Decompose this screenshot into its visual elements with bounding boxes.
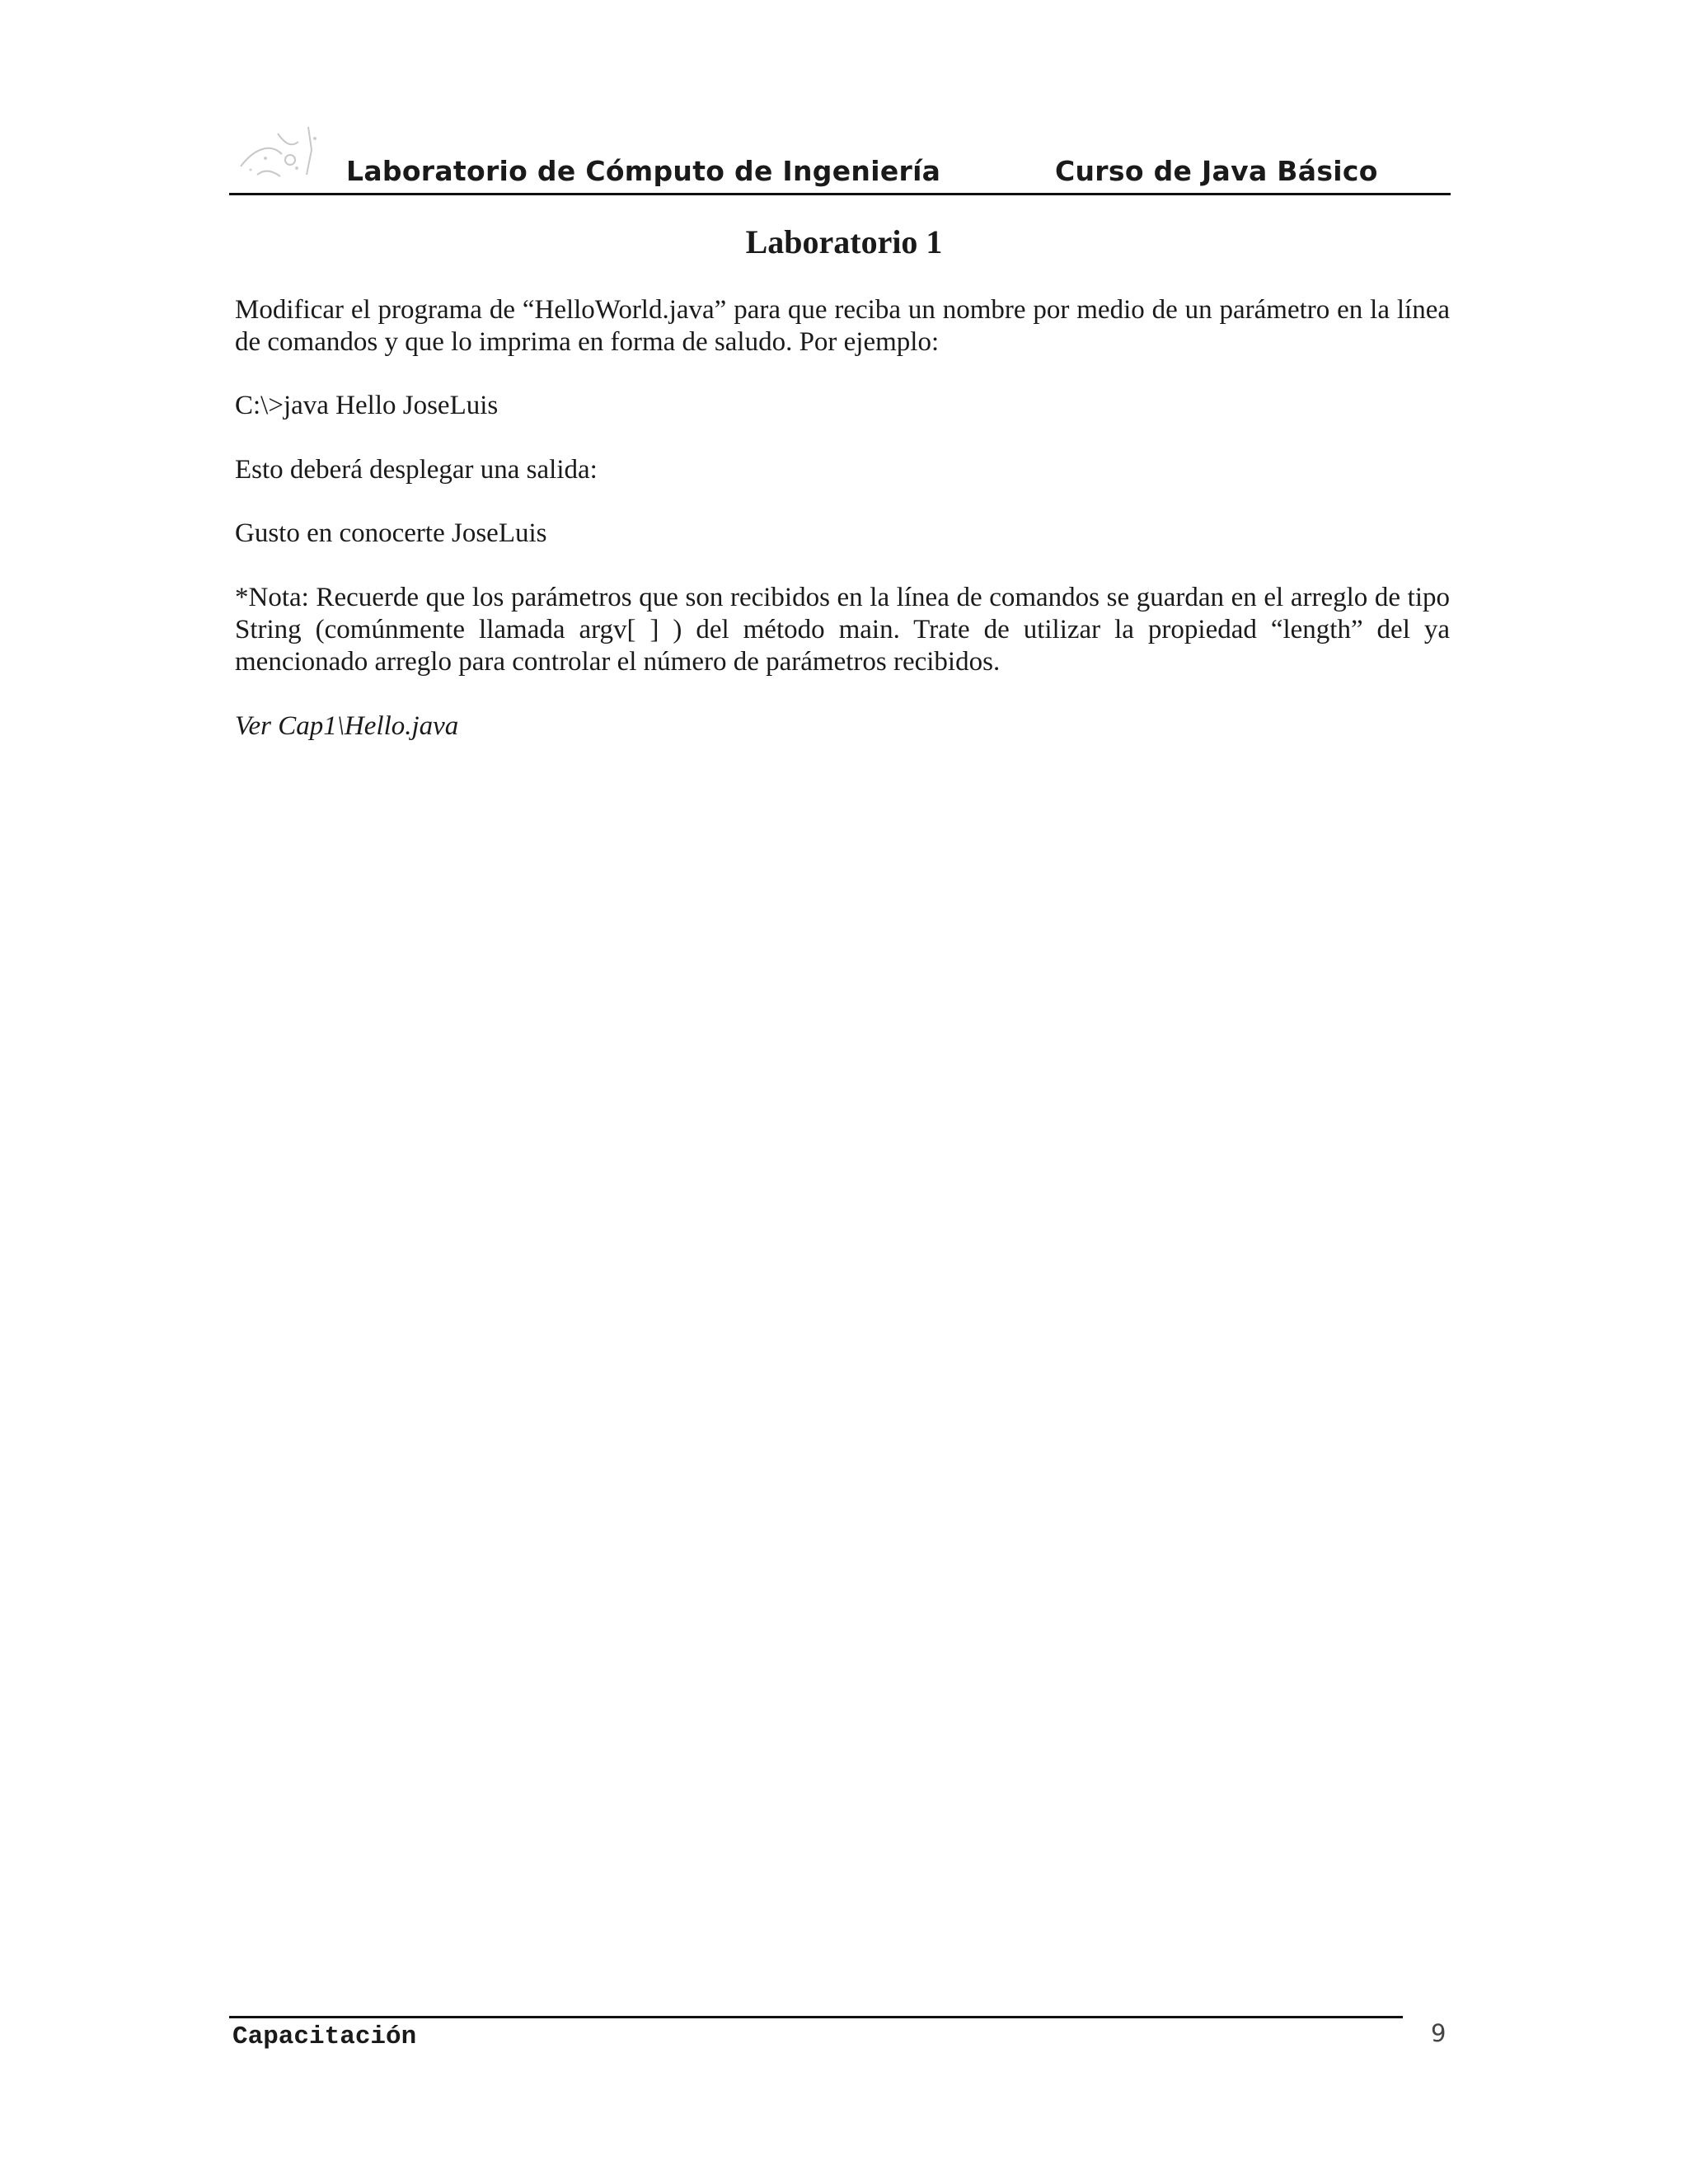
page-title: Laboratorio 1 [745, 223, 943, 260]
paragraph-note: *Nota: Recuerde que los parámetros que son recibidos en la línea de comandos se guardan en el arreglo de tipo String (comúnmente llamada argv[ ] ) del método main. Trate de utilizar la propiedad “length” del ya mencionado arreglo para controlar el número de parámetros recibidos. [235, 583, 1450, 677]
paragraph-output-intro: Esto deberá desplegar una salida: [235, 455, 598, 485]
paragraph-reference: Ver Cap1\Hello.java [235, 711, 459, 741]
header-course-name: Curso de Java Básico [1055, 155, 1378, 187]
page-number: 9 [1431, 2019, 1447, 2047]
footer-label: Capacitación [232, 2022, 417, 2051]
paragraph-instructions: Modificar el programa de “HelloWorld.java” para que reciba un nombre por medio de un parámetro en la línea de comandos y que lo imprima en forma de saludo. Por ejemplo: [235, 295, 1450, 357]
paragraph-command-example: C:\>java Hello JoseLuis [235, 391, 499, 420]
header-lab-name: Laboratorio de Cómputo de Ingeniería [346, 155, 941, 187]
page-header [229, 150, 1451, 195]
paragraph-output-example: Gusto en conocerte JoseLuis [235, 518, 547, 548]
footer-divider [229, 2016, 1403, 2018]
